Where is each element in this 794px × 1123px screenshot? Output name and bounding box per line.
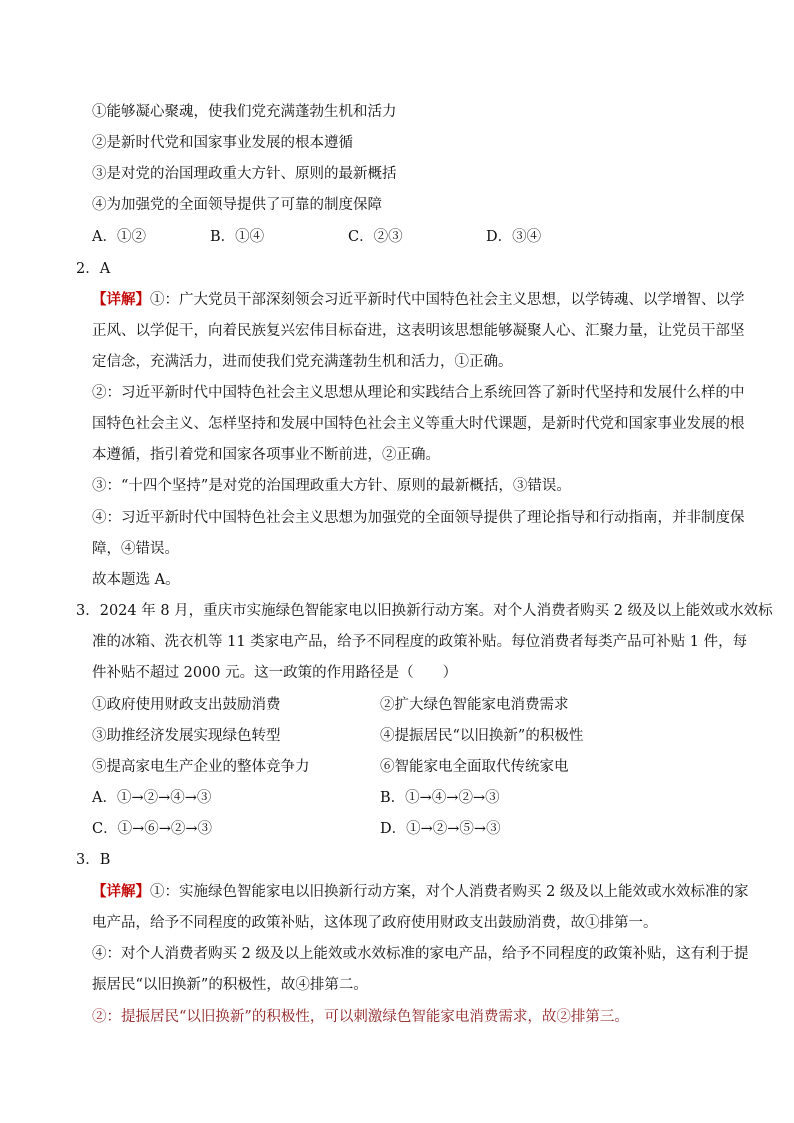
- answer-2-text-1: ①：广大党员干部深刻领会习近平新时代中国特色社会主义思想，以学铸魂、以学增智、以学: [150, 292, 745, 308]
- q2-choice-b: B．①④: [210, 229, 265, 245]
- answer-3-line-2: 电产品，给予不同程度的政策补贴，这体现了政府使用财政支出鼓励消费，故①排第一。: [92, 915, 658, 931]
- q3-stem-2: 准的冰箱、洗衣机等 11 类家电产品，给予不同程度的政策补贴。每位消费者每类产品可补贴 1 件，每: [92, 634, 748, 650]
- answer-2-line-2: 正风、以学促干，向着民族复兴宏伟目标奋进，这表明该思想能够凝聚人心、汇聚力量，让党员干部坚: [92, 323, 745, 339]
- answer-2-line-7: ③：“十四个坚持”是对党的治国理政重大方针、原则的最新概括，③错误。: [92, 478, 571, 494]
- q2-item-1: ①能够凝心聚魂，使我们党充满蓬勃生机和活力: [92, 104, 397, 120]
- answer-3-text-1: ①：实施绿色智能家电以旧换新行动方案，对个人消费者购买 2 级及以上能效或水效标准的家: [150, 884, 749, 900]
- q2-choice-d: D．③④: [486, 229, 542, 245]
- answer-2-line-1: [92, 290, 745, 310]
- q3-item-2: ②扩大绿色智能家电消费需求: [380, 697, 569, 713]
- q3-stem-1: 3．2024 年 8 月，重庆市实施绿色智能家电以旧换新行动方案。对个人消费者购买 2 级及以上能效或水效标: [76, 603, 773, 619]
- answer-2-line-3: 定信念，充满活力，进而使我们党充满蓬勃生机和活力，①正确。: [92, 354, 513, 370]
- answer-3-number: 3．B: [76, 852, 111, 868]
- answer-3-line-5: ②：提振居民“以旧换新”的积极性，可以刺激绿色智能家电消费需求，故②排第三。: [92, 1009, 629, 1025]
- answer-2-line-8: ④：习近平新时代中国特色社会主义思想为加强党的全面领导提供了理论指导和行动指南，并非制度保: [92, 510, 745, 526]
- q3-item-6: ⑥智能家电全面取代传统家电: [380, 759, 569, 775]
- q2-choice-a: A．①②: [92, 229, 146, 245]
- q3-choice-c: C．①→⑥→②→③: [92, 821, 213, 837]
- answer-2-conclusion: 故本题选 A。: [92, 572, 180, 588]
- q3-stem-3: 件补贴不超过 2000 元。这一政策的作用路径是（ ）: [92, 665, 458, 681]
- q3-item-5: ⑤提高家电生产企业的整体竞争力: [92, 759, 310, 775]
- q3-item-3: ③助推经济发展实现绿色转型: [92, 728, 281, 744]
- answer-2-line-5: 国特色社会主义、怎样坚持和发展中国特色社会主义等重大时代课题，是新时代党和国家事业发展的根: [92, 416, 745, 432]
- answer-3-line-3: ④：对个人消费者购买 2 级及以上能效或水效标准的家电产品，给予不同程度的政策补贴，这有利于提: [92, 946, 749, 962]
- answer-3-line-4: 振居民“以旧换新”的积极性，故④排第二。: [92, 977, 368, 993]
- q3-choice-d: D．①→②→⑤→③: [380, 821, 501, 837]
- q3-choice-b: B．①→④→②→③: [380, 790, 500, 806]
- answer-2-number: 2．A: [76, 261, 111, 277]
- detail-tag: 【详解】: [92, 291, 150, 308]
- q2-choice-c: C．②③: [348, 229, 403, 245]
- answer-2-line-6: 本遵循，指引着党和国家各项事业不断前进，②正确。: [92, 447, 440, 463]
- answer-2-line-9: 障，④错误。: [92, 541, 179, 557]
- q2-item-3: ③是对党的治国理政重大方针、原则的最新概括: [92, 166, 397, 182]
- q3-item-1: ①政府使用财政支出鼓励消费: [92, 697, 281, 713]
- q3-choice-a: A．①→②→④→③: [92, 790, 212, 806]
- q3-item-4: ④提振居民“以旧换新”的积极性: [380, 728, 584, 744]
- answer-3-line-1: [92, 882, 748, 902]
- q2-item-4: ④为加强党的全面领导提供了可靠的制度保障: [92, 197, 382, 213]
- q2-item-2: ②是新时代党和国家事业发展的根本遵循: [92, 135, 353, 151]
- detail-tag: 【详解】: [92, 883, 150, 900]
- answer-2-line-4: ②：习近平新时代中国特色社会主义思想从理论和实践结合上系统回答了新时代坚持和发展什么样的中: [92, 385, 745, 401]
